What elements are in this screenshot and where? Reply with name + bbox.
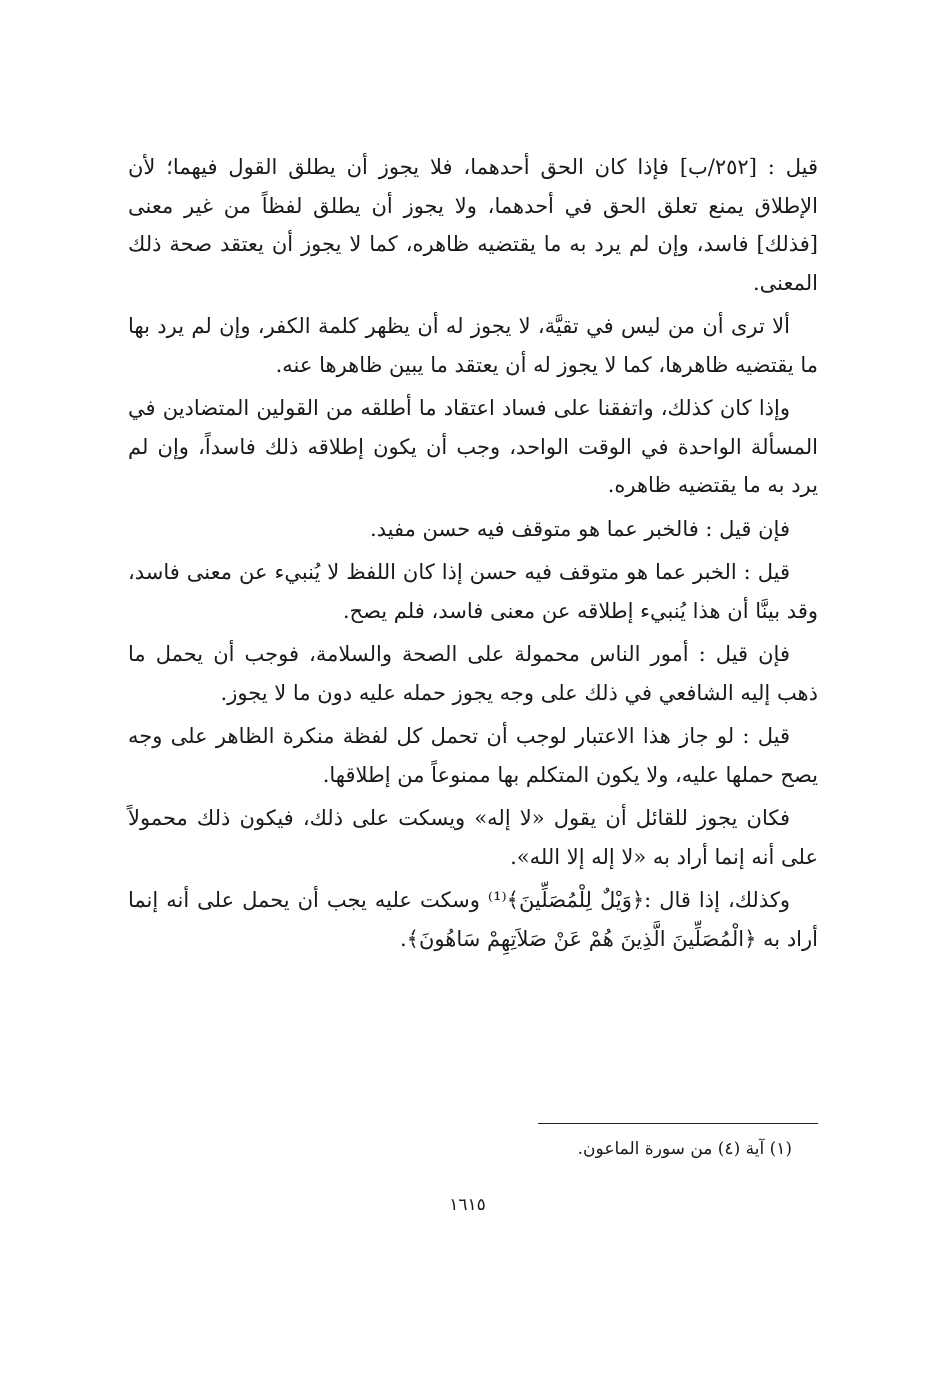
paragraph: قيل : لو جاز هذا الاعتبار لوجب أن تحمل كل لفظة منكرة الظاهر على وجه يصح حملها عليه، ولا يكون المتكلم بها ممنوعاً من إطلاقها. <box>128 724 818 787</box>
paragraph: وكذلك، إذا قال :﴿وَيْلٌ لِلْمُصَلِّينَ﴾⁽¹⁾ وسكت عليه يجب أن يحمل على أنه إنما أراد به ﴿الْمُصَلِّينَ الَّذِينَ هُمْ عَنْ صَلاَتِهِمْ سَاهُونَ﴾. <box>128 888 818 951</box>
page-number: ١٦١٥ <box>449 1195 486 1215</box>
main-text <box>128 148 818 963</box>
paragraph: قيل : الخبر عما هو متوقف فيه حسن إذا كان اللفظ لا يُنبيء عن معنى فاسد، وقد بينَّا أن هذا يُنبيء إطلاقه عن معنى فاسد، فلم يصح. <box>128 560 818 623</box>
footnote: (١) آية (٤) من سورة الماعون. <box>577 1139 792 1159</box>
paragraph: فإن قيل : أمور الناس محمولة على الصحة والسلامة، فوجب أن يحمل ما ذهب إليه الشافعي في ذلك على وجه يجوز حمله عليه دون ما لا يجوز. <box>128 642 818 705</box>
paragraph: ألا ترى أن من ليس في تقيَّة، لا يجوز له أن يظهر كلمة الكفر، وإن لم يرد بها ما يقتضيه ظاهرها، كما لا يجوز له أن يعتقد ما يبين ظاهرها عنه. <box>128 314 818 377</box>
paragraph: وإذا كان كذلك، واتفقنا على فساد اعتقاد ما أطلقه من القولين المتضادين في المسألة الواحدة في الوقت الواحد، وجب أن يكون إطلاقه ذلك فاسداً، وإن لم يرد به ما يقتضيه ظاهره. <box>128 396 818 497</box>
paragraph: قيل : [٢٥٢/ب] فإذا كان الحق أحدهما، فلا يجوز أن يطلق القول فيهما؛ لأن الإطلاق يمنع تعلق الحق في أحدهما، ولا يجوز أن يطلق لفظاً من غير معنى [فذلك] فاسد، وإن لم يرد به ما يقتضيه ظاهره، كما لا يجوز أن يعتقد صحة ذلك المعنى. <box>128 155 818 295</box>
footnote-separator <box>538 1123 818 1124</box>
paragraph: فإن قيل : فالخبر عما هو متوقف فيه حسن مفيد. <box>369 516 790 541</box>
paragraph: فكان يجوز للقائل أن يقول «لا إله» ويسكت على ذلك، فيكون ذلك محمولاً على أنه إنما أراد به «لا إله إلا الله». <box>128 806 818 869</box>
